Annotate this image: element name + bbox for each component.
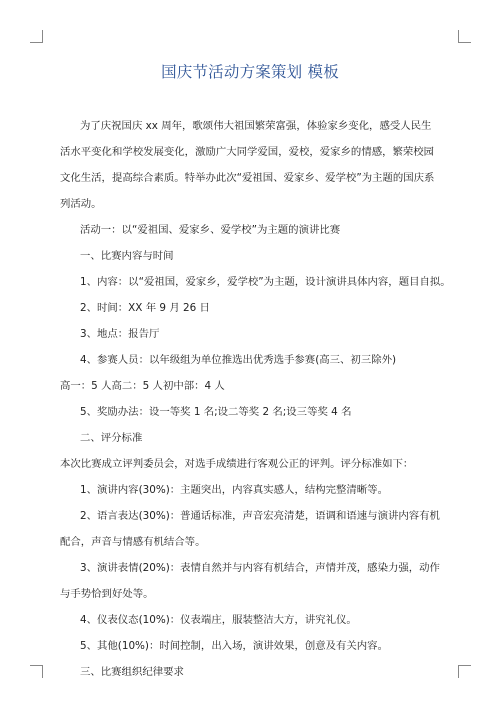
list-item-participants: 4、参赛人员：以年级组为单位推选出优秀选手参赛(高三、初三除外) <box>80 354 397 366</box>
criterion-other: 5、其他(10%)：时间控制，出入场，演讲效果，创意及有关内容。 <box>80 640 388 652</box>
page-corner-mark-top-left <box>30 30 43 43</box>
page-corner-mark-top-right <box>458 30 471 43</box>
document-body <box>60 113 451 685</box>
document-title: 国庆节活动方案策划 模板 <box>161 63 339 81</box>
list-item-location: 3、地点：报告厅 <box>80 328 160 340</box>
section-heading-discipline: 三、比赛组织纪律要求 <box>80 666 184 678</box>
criterion-expression: 3、演讲表情(20%)：表情自然并与内容有机结合，声情并茂，感染力强，动作与手势恰到好处等。 <box>60 562 440 600</box>
intro-paragraph: 为了庆祝国庆 xx 周年，歌颂伟大祖国繁荣富强，体验家乡变化，感受人民生活水平变化和学校发展变化，激励广大同学爱国，爱校，爱家乡的情感，繁荣校园文化生活，提高综合素质。特举办此次“爱祖国、爱家乡、爱学校”为主题的国庆系列活动。 <box>60 120 435 210</box>
page-corner-mark-bottom-left <box>30 665 43 678</box>
page-corner-mark-bottom-right <box>458 665 471 678</box>
section-heading-content-time: 一、比赛内容与时间 <box>80 250 174 262</box>
list-item-awards: 5、奖励办法：设一等奖 1 名;设二等奖 2 名;设三等奖 4 名 <box>80 406 352 418</box>
activity-heading: 活动一：以“爱祖国、爱家乡、爱学校”为主题的演讲比赛 <box>80 224 341 236</box>
criterion-language: 2、语言表达(30%)：普通话标准，声音宏亮清楚，语调和语速与演讲内容有机配合，声音与情感有机结合等。 <box>60 510 440 548</box>
list-item-content: 1、内容：以“爱祖国，爱家乡，爱学校”为主题，设计演讲具体内容，题目自拟。 <box>80 276 451 288</box>
criterion-content: 1、演讲内容(30%)：主题突出，内容真实感人，结构完整清晰等。 <box>80 484 388 496</box>
list-item-time: 2、时间：XX 年 9 月 26 日 <box>80 302 210 314</box>
criterion-appearance: 4、仪表仪态(10%)：仪表端庄，服装整洁大方，讲究礼仪。 <box>80 614 357 626</box>
section-heading-scoring: 二、评分标准 <box>80 432 143 444</box>
participant-quota: 高一：5 人高二：5 人初中部：4 人 <box>60 380 225 392</box>
scoring-intro: 本次比赛成立评判委员会，对选手成绩进行客观公正的评判。评分标准如下： <box>60 458 414 470</box>
